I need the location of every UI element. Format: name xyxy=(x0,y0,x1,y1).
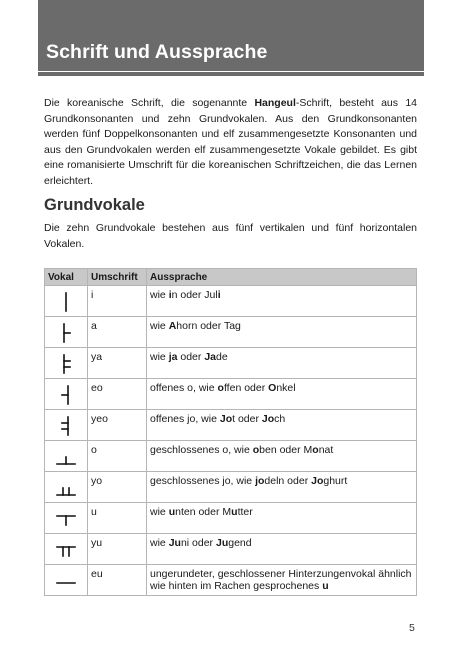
vowel-glyph xyxy=(54,539,78,561)
vowel-glyph xyxy=(54,477,78,499)
table-row xyxy=(45,472,417,503)
vowel-table xyxy=(44,268,417,596)
pronunciation-text: nten oder M xyxy=(175,506,232,518)
vowel-glyph xyxy=(54,322,78,344)
vowel-glyph xyxy=(54,570,78,592)
pronunciation-text: offenes jo, wie xyxy=(150,413,220,425)
pronunciation-cell xyxy=(147,534,417,565)
pronunciation-text: wie xyxy=(150,506,169,518)
table-row xyxy=(45,534,417,565)
pronunciation-text: de xyxy=(216,351,228,363)
table-row xyxy=(45,379,417,410)
pronunciation-cell xyxy=(147,565,417,596)
pronunciation-cell xyxy=(147,317,417,348)
romanization-cell: eo xyxy=(88,379,147,410)
pronunciation-text: geschlossenes jo, wie xyxy=(150,475,256,487)
pronunciation-text: geschlossenes o, wie xyxy=(150,444,253,456)
table-row xyxy=(45,410,417,441)
pronunciation-text: ghurt xyxy=(323,475,348,487)
table-row xyxy=(45,348,417,379)
pronunciation-highlight: Jo xyxy=(261,413,275,425)
vowel-cell xyxy=(45,410,88,441)
pronunciation-text: offenes o, wie xyxy=(150,382,218,394)
pronunciation-highlight: O xyxy=(268,382,277,394)
vowel-cell xyxy=(45,348,88,379)
pronunciation-text: nat xyxy=(318,444,334,456)
pronunciation-highlight: Ja xyxy=(204,351,216,363)
pronunciation-highlight: Jo xyxy=(219,413,233,425)
pronunciation-text: t oder xyxy=(232,413,262,425)
pronunciation-highlight: u xyxy=(168,506,176,518)
vowel-glyph xyxy=(54,508,78,530)
pronunciation-cell xyxy=(147,286,417,317)
table-row xyxy=(45,286,417,317)
pronunciation-cell xyxy=(147,472,417,503)
vowel-cell xyxy=(45,534,88,565)
pronunciation-highlight: o xyxy=(217,382,224,394)
table-row xyxy=(45,565,417,596)
pronunciation-cell xyxy=(147,441,417,472)
vowel-cell xyxy=(45,379,88,410)
romanization-cell: a xyxy=(88,317,147,348)
pronunciation-highlight: Jo xyxy=(311,475,324,487)
chapter-header xyxy=(38,0,424,76)
pronunciation-text: ungerundeter, geschlossener Hinterzungenvokal ähnlich wie hinten im Rachen gesprochenes xyxy=(150,568,412,592)
pronunciation-text: horn oder Tag xyxy=(176,320,241,332)
vowel-cell xyxy=(45,565,88,596)
vowel-cell xyxy=(45,286,88,317)
pronunciation-cell xyxy=(147,348,417,379)
vowel-cell xyxy=(45,317,88,348)
pronunciation-cell xyxy=(147,410,417,441)
pronunciation-text: ni oder xyxy=(180,537,216,549)
vowel-glyph xyxy=(54,353,78,375)
vowel-table-body xyxy=(45,286,417,596)
table-header-row xyxy=(45,269,417,286)
pronunciation-highlight: jo xyxy=(255,475,265,487)
table-row xyxy=(45,317,417,348)
chapter-title: Schrift und Aussprache xyxy=(46,41,268,63)
vowel-glyph xyxy=(54,446,78,468)
pronunciation-cell xyxy=(147,503,417,534)
intro-hangeul-term: Hangeul xyxy=(254,97,296,109)
vowel-glyph xyxy=(54,415,78,437)
pronunciation-text: tter xyxy=(237,506,253,518)
header-vokal: Vokal xyxy=(45,269,88,286)
pronunciation-text: ffen oder xyxy=(223,382,269,394)
section-title: Grundvokale xyxy=(44,196,145,214)
pronunciation-text: deln oder xyxy=(264,475,312,487)
pronunciation-text: wie xyxy=(150,537,169,549)
pronunciation-highlight: ja xyxy=(168,351,178,363)
pronunciation-text: gend xyxy=(228,537,252,549)
pronunciation-text: nkel xyxy=(276,382,296,394)
romanization-cell: yo xyxy=(88,472,147,503)
table-row xyxy=(45,441,417,472)
romanization-cell: eu xyxy=(88,565,147,596)
intro-text-2: -Schrift, besteht aus 14 Grundkonsonanten und zehn Grundvokalen. Aus den Grundkonsonanten werden fünf Doppelkonsonanten und elf zusammengesetzte Konsonanten und aus den Grundvokalen werden elf zusammengesetzte Vokale gebildet. Es gibt eine romanisierte Umschrift für die koreanischen Schriftzeichen, die das Lernen erleichtert. xyxy=(44,97,417,187)
vowel-cell xyxy=(45,472,88,503)
pronunciation-text: wie xyxy=(150,320,169,332)
pronunciation-text: wie xyxy=(150,289,169,301)
pronunciation-highlight: u xyxy=(231,506,238,518)
romanization-cell: u xyxy=(88,503,147,534)
pronunciation-text: ch xyxy=(274,413,286,425)
romanization-cell: ya xyxy=(88,348,147,379)
pronunciation-highlight: A xyxy=(168,320,177,332)
header-umschrift: Umschrift xyxy=(88,269,147,286)
intro-text-1: Die koreanische Schrift, die sogenannte xyxy=(44,97,255,109)
vowel-cell xyxy=(45,503,88,534)
vowel-cell xyxy=(45,441,88,472)
romanization-cell: yeo xyxy=(88,410,147,441)
intro-paragraph xyxy=(44,96,417,190)
pronunciation-highlight: i xyxy=(168,289,172,301)
section-lead: Die zehn Grundvokale bestehen aus fünf vertikalen und fünf horizontalen Vokalen. xyxy=(44,222,417,250)
pronunciation-text: oder xyxy=(177,351,205,363)
pronunciation-highlight: Ju xyxy=(168,537,181,549)
romanization-cell: i xyxy=(88,286,147,317)
page-number: 5 xyxy=(409,622,415,634)
romanization-cell: yu xyxy=(88,534,147,565)
pronunciation-cell xyxy=(147,379,417,410)
pronunciation-text: wie xyxy=(150,351,169,363)
romanization-cell: o xyxy=(88,441,147,472)
header-rule xyxy=(38,71,424,72)
header-aussprache: Aussprache xyxy=(147,269,417,286)
vowel-glyph xyxy=(54,384,78,406)
pronunciation-highlight: i xyxy=(217,289,221,301)
pronunciation-highlight: Ju xyxy=(215,537,229,549)
vowel-glyph xyxy=(54,291,78,313)
pronunciation-highlight: o xyxy=(312,444,319,456)
pronunciation-text: n oder Jul xyxy=(171,289,218,301)
pronunciation-text: ben oder M xyxy=(259,444,313,456)
pronunciation-highlight: u xyxy=(322,580,329,592)
pronunciation-highlight: o xyxy=(252,444,260,456)
table-row xyxy=(45,503,417,534)
